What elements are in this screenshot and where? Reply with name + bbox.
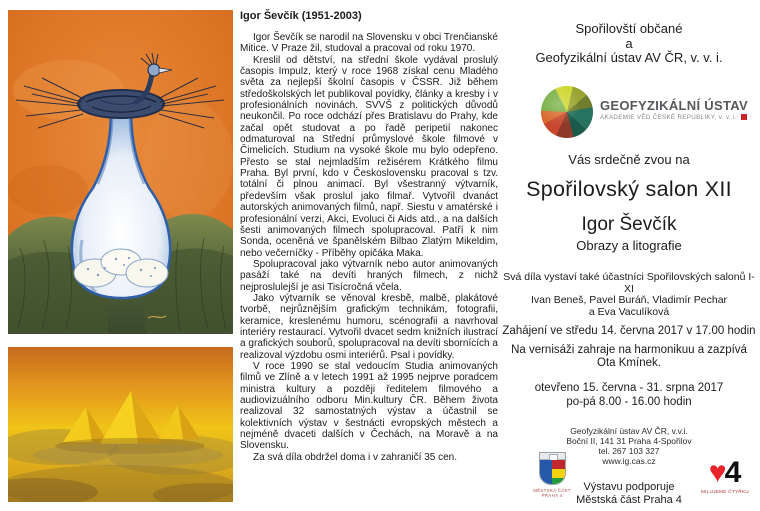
- hours-line: po-pá 8.00 - 16.00 hodin: [566, 395, 692, 408]
- bio-paragraph: Jako výtvarník se věnoval kresbě, malbě, plakátové tvorbě, nejrůznějším grafickým technikám, fotografii, keramice, kreslenému humoru, scénografii a navrhoval interiéry restaurací. Vytvořil dvacet sedm knižních ilustrací a grafických souborů, spolupracoval na devíti sbornících a realizoval výzdobu osmi interiérů. Psal i povídky.: [240, 292, 498, 361]
- praha4-castle-icon: [540, 453, 565, 460]
- geofyzikalni-ustav-logo: [502, 84, 756, 140]
- organizer-line: a: [625, 35, 633, 51]
- address-line: Boční II, 141 31 Praha 4-Spořilov: [566, 436, 692, 446]
- artwork-vase-bird-painting: [8, 10, 233, 334]
- bio-paragraph: Igor Ševčík se narodil na Slovensku v obci Trenčianské Mitice. V Praze žil, studoval a pracoval od roku 1970.: [240, 32, 498, 55]
- bio-paragraph: Za svá díla obdržel doma i v zahraničí 35 cen.: [253, 451, 457, 463]
- heart4-number: 4: [724, 456, 742, 489]
- praha4-shield-red: [552, 460, 565, 469]
- artist-subtitle: Obrazy a litografie: [576, 238, 682, 253]
- participants-line: a Eva Vaculíková: [588, 305, 670, 318]
- organizer-line: Spořilovští občané: [575, 21, 683, 36]
- invite-line: Vás srdečně zvou na: [568, 152, 690, 167]
- artist-name: Igor Ševčík: [581, 214, 677, 235]
- gfu-globe-icon: [541, 86, 593, 138]
- vase-bird-painting-graphic: [8, 10, 233, 334]
- bio-paragraph: Kreslil od dětství, na střední škole vydával proslulý časopis Impulz, který v roce 1968 získal cenu Mladého světa za nejlepší školní časopis v ČSSR. Již během středoškolských let publikoval povídky, články a kresby i v profesionálních novinách. SVVŠ z politických důvodů neukončil. Po roce odchází přes Bratislavu do Prahy, kde začal opět studovat a po řadě peripetií nakonec odmaturoval na Střední průmyslové škole filmové v Čimelicích. Studium na vysoké škole mu bylo odepřeno. Přesto se stal nejmladším režisérem Krátkého filmu Praha. Byl první, kdo v Československu pracoval s tzv. totální či plnou animací. Byl všestranný výtvarník, především však proslul jako filmař. Vytvořil dvanáct autorských animovaných filmů, např. Siestu v amatérské i profesionální verzi, Akci, Evoluci či Aids atd., a na dalších šesti animovaných filmech spolupracoval. Patří k nim Sonda, oceněná ve španělském Bilbao Zlatým Mikeldim, nebo večerníčky - Příběhy opičáka Maka.: [240, 54, 498, 259]
- event-title: Spořilovský salon XII: [526, 177, 732, 201]
- music-line: Na vernisáži zahraje na harmonikuu a zazpívá: [511, 344, 747, 356]
- praha4-label-line: MĚSTSKÁ ČÁST: [533, 488, 571, 493]
- opening-hours-block: [502, 382, 756, 409]
- support-line: Městská část Praha 4: [576, 493, 682, 506]
- bio-heading: Igor Ševčík (1951-2003): [240, 10, 362, 22]
- organizers-block: [502, 22, 756, 66]
- participants-block: [502, 272, 756, 318]
- bio-paragraph: V roce 1990 se stal vedoucím Studia animovaných filmů ve Zlíně a v letech 1991 až 1995 nejprve poradcem ministra kultury a později ředitelem filmového a audiovizuálního odboru Min.kultury ČR. Během života realizoval 32 samostatných výstav a účastnil se kolektivních výstav v šestnácti evropských městech a nejméně dvaceti dalších v Čechách, na Moravě a na Slovensku.: [240, 360, 498, 452]
- artwork-pyramids-painting: [8, 347, 233, 502]
- music-block: [502, 344, 756, 370]
- gfu-subtitle: [600, 114, 756, 121]
- gfu-subtitle-text: AKADEMIE VĚD ČESKÉ REPUBLIKY, v. v. i.: [600, 114, 737, 121]
- participants-line: Ivan Beneš, Pavel Buráň, Vladimír Pechar: [530, 294, 728, 306]
- organizer-line: Geofyzikální ústav AV ČR, v. v. i.: [535, 50, 723, 65]
- heart4-label: MILUJEME ČTYŘKU: [701, 489, 749, 494]
- praha4-shield-yellow: [552, 469, 565, 478]
- heart4-row: [698, 458, 752, 488]
- gfu-wordmark: GEOFYZIKÁLNÍ ÚSTAV: [600, 98, 748, 113]
- support-line: Výstavu podporuje: [583, 481, 675, 493]
- hours-line: otevřeno 15. června - 31. srpna 2017: [534, 382, 724, 394]
- address-line: Geofyzikální ústav AV ČR, v.v.i.: [570, 426, 688, 436]
- address-line website-url: www.ig.cas.cz: [602, 456, 656, 466]
- biography-column: [240, 10, 498, 463]
- milujeme-ctyrku-logo: [698, 458, 752, 494]
- address-line: tel. 267 103 327: [598, 446, 660, 456]
- opening-datetime: Zahájení ve středu 14. června 2017 v 17.00 hodin: [502, 325, 756, 337]
- pyramids-painting-graphic: [8, 347, 233, 502]
- invitation-column: [502, 0, 756, 511]
- praha4-label-line: PRAHA 4: [541, 493, 563, 499]
- music-line: Ota Kmínek.: [597, 357, 661, 369]
- avcr-red-square-icon: [741, 114, 747, 120]
- heart-icon: ♥: [708, 456, 727, 489]
- participants-line: Svá díla vystaví také účastníci Spořilovských salonů I-XI: [503, 271, 755, 295]
- bio-paragraph: Spolupracoval jako výtvarník nebo autor animovaných pasáží také na devíti hraných filmech, z nichž nejproslulejší je asi Tisícročná včela.: [240, 258, 498, 293]
